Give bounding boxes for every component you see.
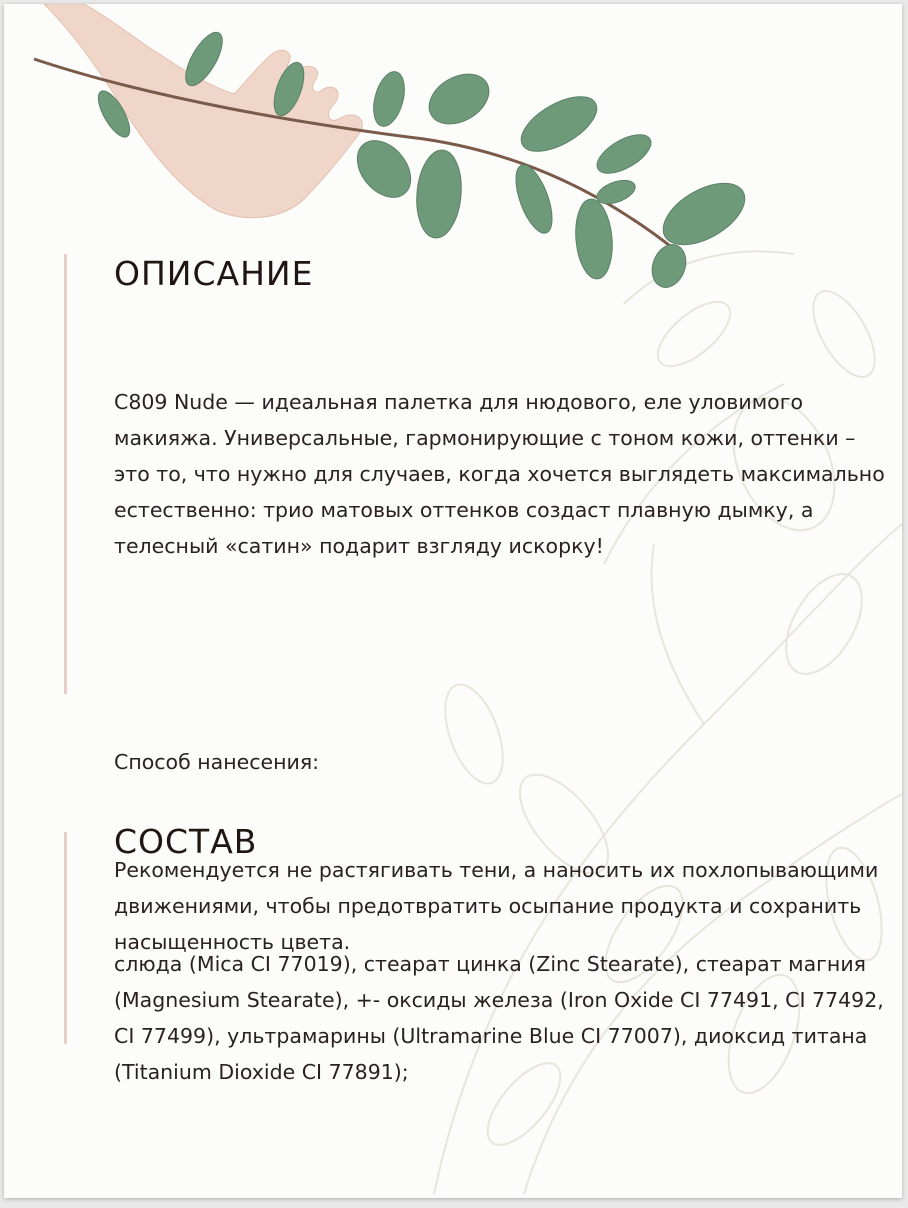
product-info-card	[4, 4, 902, 1198]
application-method-text: Рекомендуется не растягивать тени, а наносить их похлопывающими движениями, чтобы предотвратить осыпание продукта и сохранить насыщенность цвета.	[114, 858, 885, 954]
eucalyptus-branch-illustration	[4, 4, 784, 294]
description-paragraph: C809 Nude — идеальная палетка для нюдового, еле уловимого макияжа. Универсальные, гармонирующие с тоном кожи, оттенки – это то, что нужно для случаев, когда хочется выглядеть максимально естественно: трио матовых оттенков создаст плавную дымку, а телесный «сатин» подарит взгляду искорку!	[114, 390, 892, 558]
composition-section	[64, 822, 891, 1084]
composition-heading: СОСТАВ	[114, 822, 258, 861]
composition-body	[114, 874, 894, 1162]
accent-rule	[64, 832, 67, 1044]
application-method-label: Способ нанесения:	[114, 750, 320, 774]
description-heading: ОПИСАНИЕ	[114, 254, 314, 293]
accent-rule	[64, 254, 67, 694]
composition-text: слюда (Mica CI 77019), стеарат цинка (Zinc Stearate), стеарат магния (Magnesium Stearate), +- оксиды железа (Iron Oxide CI 77491, CI 77492, CI 77499), ультрамарины (Ultramarine Blue CI 77007), диоксид титана (Titanium Dioxide CI 77891);	[114, 952, 891, 1084]
hand-shape	[44, 4, 362, 218]
